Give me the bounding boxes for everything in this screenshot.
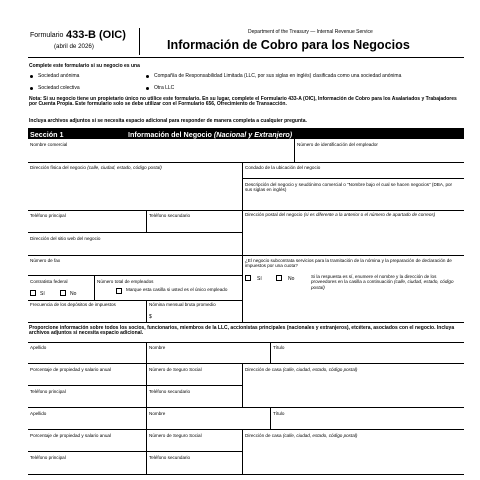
- payroll-no-label: No: [288, 276, 295, 282]
- payroll-no-checkbox[interactable]: [276, 275, 282, 281]
- page-title: Información de Cobro para los Negocios: [167, 37, 410, 52]
- form-date: (abril de 2026): [54, 43, 94, 50]
- ein-label: Número de identificación del empleador: [297, 142, 378, 147]
- partner-ssn-label: Número de Seguro Social: [149, 433, 202, 438]
- payroll-question-text: ¿El negocio subcontrata servicios para la tramitación de la nómina y la preparación de declaración de impuestos por una cuota?: [245, 258, 452, 269]
- partner-last-name-label: Apellido: [30, 411, 47, 416]
- partner-ownership-label: Porcentaje de propiedad y salario anual: [30, 433, 111, 438]
- payroll-if-yes-text: Si la respuesta es sí, enumere el nombre y la dirección de los proveedores en la casilla a continuación (calle, ciudad, estado, código postal): [311, 274, 454, 290]
- sole-employee-checkbox[interactable]: [116, 288, 122, 294]
- bullet-icon: [30, 75, 33, 78]
- department-name: Department of the Treasury — Internal Revenue Service: [248, 28, 373, 35]
- option-llc-corporation: Compañía de Responsabilidad Limitada (LLC, por sus siglas en inglés) clasificada como una sociedad anónima: [154, 73, 402, 79]
- section-1-header: [28, 128, 464, 139]
- dollar-sign: $: [149, 314, 152, 320]
- form-number: 433-B (OIC): [66, 28, 126, 41]
- sole-employee-label: Marque esta casilla si usted es el único empleado: [126, 287, 228, 292]
- bullet-icon: [146, 87, 149, 90]
- contractor-no-checkbox[interactable]: [60, 290, 66, 296]
- payroll-yes-checkbox[interactable]: [245, 275, 251, 281]
- partner-secondary-phone-label: Teléfono secundario: [149, 389, 191, 394]
- bullet-icon: [30, 87, 33, 90]
- partner-title-label: Título: [273, 345, 285, 350]
- contractor-yes-checkbox[interactable]: [30, 290, 36, 296]
- partner-title-label: Título: [273, 411, 285, 416]
- partner-last-name-label: Apellido: [30, 345, 47, 350]
- contractor-no-label: No: [70, 291, 77, 297]
- option-other-llc: Otra LLC: [154, 85, 175, 91]
- physical-address-label: Dirección física del negocio (calle, ciudad, estado, código postal): [30, 165, 162, 170]
- website-label: Dirección del sitio web del negocio: [30, 236, 101, 241]
- total-employees-label: Número total de empleados: [97, 279, 154, 284]
- form-prefix: Formulario: [30, 32, 64, 39]
- note-text: Nota: Si su negocio tiene un propietario único no utilice este formulario. En su lugar, complete el Formulario 433-A (OIC), Información de Cobro para los Asalariados y Trabajadores por Cuenta Propia. Este formulario solo se debe utilizar con el Formulario 656, Ofrecimiento de Transacción.: [29, 96, 457, 108]
- bullet-icon: [146, 75, 149, 78]
- partner-first-name-label: Nombre: [149, 345, 166, 350]
- fax-label: Número de fax: [30, 258, 61, 263]
- payroll-yes-label: Sí: [257, 276, 262, 282]
- partners-instructions: Proporcione información sobre todos los socios, funcionarios, miembros de la LLC, accionistas principales (nacionales y extranjeros), etcétera, asociados con el negocio. Incluya archivos adjuntos si necesita espacio adicional.: [29, 325, 455, 337]
- attach-text: Incluya archivos adjuntos si se necesita espacio adicional para responder de manera completa a cualquier pregunta.: [29, 118, 307, 124]
- federal-contractor-label: Contratista federal: [30, 279, 68, 284]
- complete-if-text: Complete este formulario si su negocio es una: [29, 63, 140, 69]
- section-label: Sección 1: [30, 129, 64, 139]
- deposit-frequency-label: Frecuencia de los depósitos de impuestos: [30, 302, 116, 307]
- partner-secondary-phone-label: Teléfono secundario: [149, 455, 191, 460]
- mailing-address-label: Dirección postal del negocio (si es diferente a la anterior o el número de apartado de correos): [245, 212, 436, 217]
- gross-payroll-label: Nómina mensual bruta promedio: [149, 302, 216, 307]
- partner-main-phone-label: Teléfono principal: [30, 455, 66, 460]
- business-description-label: Descripción del negocio y seudónimo comercial o “Nombre bajo el cual se hacen negocios” (DBA, por sus siglas en inglés): [245, 182, 453, 193]
- partner-first-name-label: Nombre: [149, 411, 166, 416]
- main-phone-label: Teléfono principal: [30, 213, 66, 218]
- partner-home-address-label: Dirección de casa (calle, ciudad, estado, código postal): [245, 433, 358, 438]
- option-partnership: Sociedad colectiva: [38, 85, 80, 91]
- business-name-label: Nombre comercial: [30, 142, 68, 147]
- partner-ssn-label: Número de Seguro Social: [149, 367, 202, 372]
- section-title: Información del Negocio (Nacional y Extranjero): [128, 129, 293, 139]
- partner-home-address-label: Dirección de casa (calle, ciudad, estado, código postal): [245, 367, 358, 372]
- partner-ownership-label: Porcentaje de propiedad y salario anual: [30, 367, 111, 372]
- option-corporation: Sociedad anónima: [38, 73, 80, 79]
- secondary-phone-label: Teléfono secundario: [149, 213, 191, 218]
- contractor-yes-label: Sí: [40, 291, 45, 297]
- partner-main-phone-label: Teléfono principal: [30, 389, 66, 394]
- county-label: Condado de la ubicación del negocio: [245, 165, 321, 170]
